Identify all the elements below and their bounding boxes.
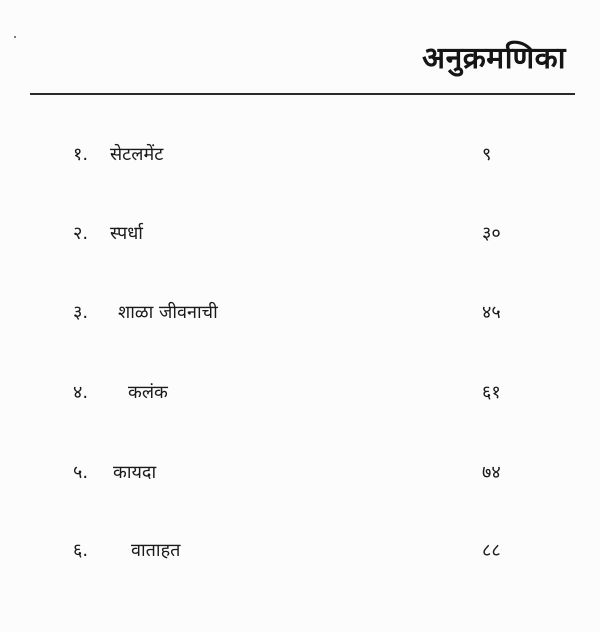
entry-title: कलंक [128,382,168,403]
entry-number: ५. [73,462,89,483]
entry-page-number: ३० [482,223,501,244]
toc-entry [0,300,600,330]
toc-entry [0,142,600,172]
entry-number: १. [73,144,89,165]
entry-number: ३. [73,302,89,323]
toc-entry [0,460,600,490]
title-divider [30,93,575,95]
entry-title: वाताहत [131,540,181,561]
entry-number: ४. [73,382,89,403]
entry-page-number: ८८ [482,540,501,561]
entry-page-number: ९ [482,144,492,165]
entry-number: ६. [73,540,89,561]
entry-title: शाळा जीवनाची [118,302,218,323]
toc-entry [0,221,600,251]
entry-page-number: ६१ [482,382,501,403]
entry-title: कायदा [113,462,157,483]
entry-page-number: ७४ [482,462,501,483]
toc-entry [0,380,600,410]
toc-entry [0,538,600,568]
page-title: अनुक्रमणिका [422,41,566,76]
entry-page-number: ४५ [482,302,501,323]
speck-mark [14,36,16,38]
entry-title: सेटलमेंट [110,144,164,165]
entry-number: २. [73,223,89,244]
entry-title: स्पर्धा [110,223,143,244]
